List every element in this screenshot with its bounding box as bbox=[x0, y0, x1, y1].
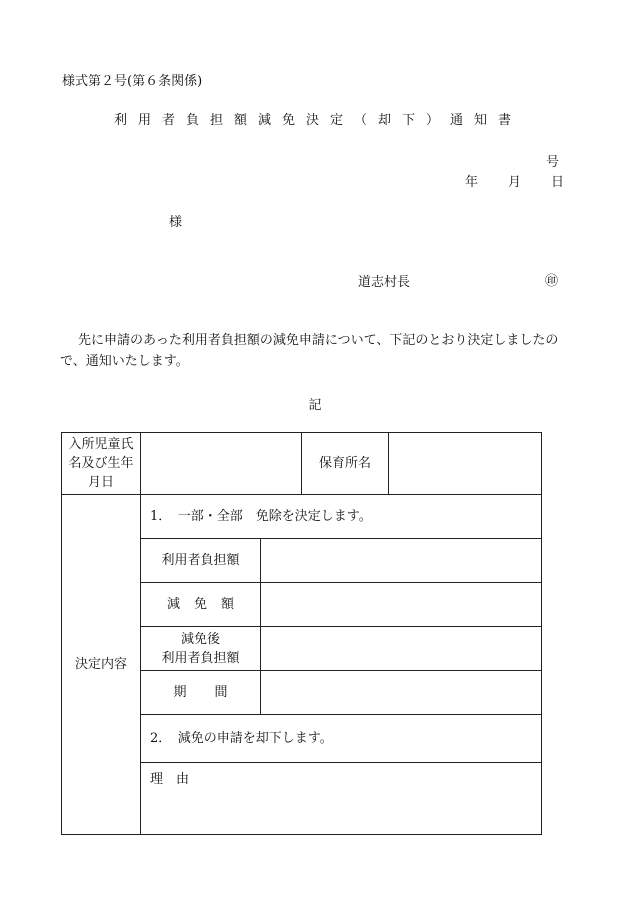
option-rejection: 2． 減免の申請を却下します。 bbox=[141, 715, 542, 763]
child-label-line3: 月日 bbox=[87, 475, 114, 490]
after-reduction-field[interactable] bbox=[261, 627, 542, 671]
date-line bbox=[465, 171, 564, 190]
period-field[interactable] bbox=[261, 671, 542, 715]
date-day-label: 日 bbox=[551, 175, 565, 190]
after-label-line1: 減免後 bbox=[180, 631, 220, 647]
option-exemption: 1． 一部・全部 免除を決定します。 bbox=[141, 495, 542, 539]
form-number: 様式第２号(第６条関係) bbox=[62, 74, 203, 89]
child-label-line1: 入所児童氏 bbox=[68, 437, 134, 452]
child-name-birth-field[interactable] bbox=[141, 433, 302, 495]
issuer-name: 道志村長 bbox=[358, 275, 411, 290]
document-number-label: 号 bbox=[546, 155, 560, 170]
reason-field[interactable] bbox=[141, 763, 542, 835]
ki-heading: 記 bbox=[308, 398, 322, 413]
burden-amount-field[interactable] bbox=[261, 539, 542, 583]
date-month-label: 月 bbox=[508, 175, 522, 190]
nursery-name-field[interactable] bbox=[389, 433, 542, 495]
after-label-line2: 利用者負担額 bbox=[161, 650, 240, 666]
after-reduction-label bbox=[141, 627, 261, 671]
reduction-amount-label: 減免額 bbox=[141, 583, 261, 627]
table-row bbox=[62, 495, 542, 539]
notice-body-text: 先に申請のあった利用者負担額の減免申請について、下記のとおり決定しましたので、通知いたします。 bbox=[60, 333, 559, 369]
period-label: 期間 bbox=[141, 671, 261, 715]
table-row bbox=[62, 433, 542, 495]
seal-mark: ㊞ bbox=[545, 274, 559, 289]
reason-label: 理 由 bbox=[150, 772, 190, 787]
child-name-birth-label bbox=[62, 433, 141, 495]
addressee-suffix: 様 bbox=[169, 215, 183, 230]
date-year-label: 年 bbox=[465, 175, 479, 190]
burden-amount-label: 利用者負担額 bbox=[141, 539, 261, 583]
document-title: 利用者負担額減免決定（却下）通知書 bbox=[113, 113, 522, 128]
nursery-name-label: 保育所名 bbox=[302, 433, 389, 495]
child-label-line2: 名及び生年 bbox=[68, 456, 134, 471]
reduction-amount-field[interactable] bbox=[261, 583, 542, 627]
decision-table bbox=[61, 432, 542, 835]
decision-content-label: 決定内容 bbox=[62, 495, 141, 835]
